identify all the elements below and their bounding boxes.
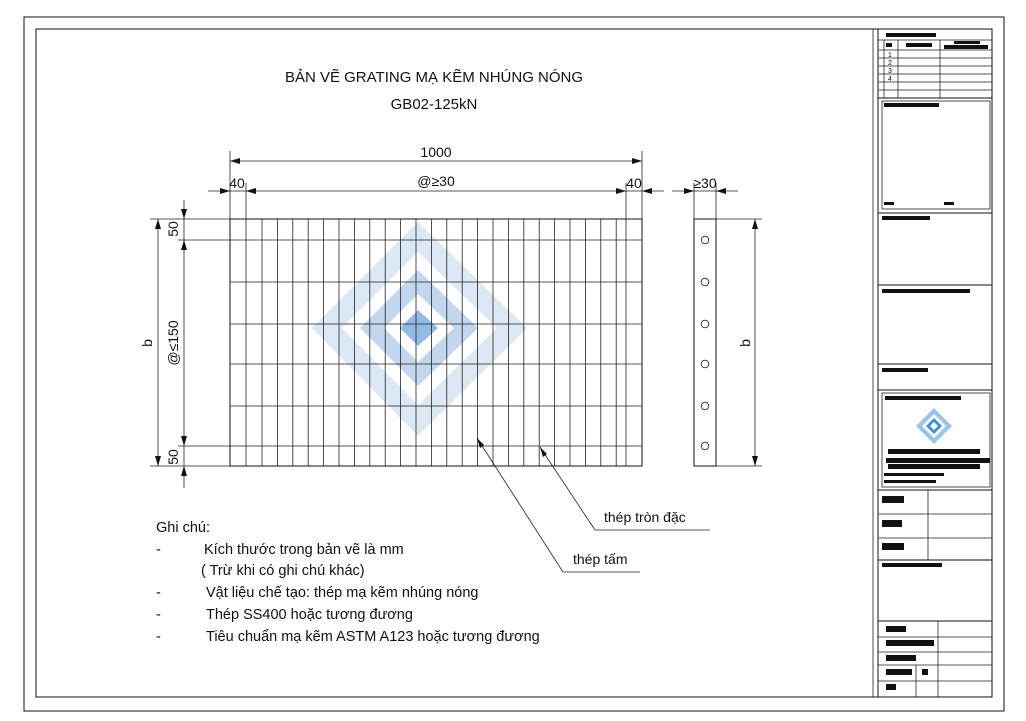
company-logo-icon — [916, 408, 952, 444]
note-item: ( Trừ khi có ghi chú khác) — [201, 563, 365, 579]
cross-bar-hole — [701, 278, 709, 286]
note-item: Tiêu chuẩn mạ kẽm ASTM A123 hoặc tương đương — [206, 629, 540, 645]
cross-bar-hole — [701, 320, 709, 328]
note-item: Vật liệu chế tạo: thép mạ kẽm nhúng nóng — [206, 585, 479, 601]
flat-bar-label: thép tấm — [573, 551, 628, 567]
round-bar-label: thép tròn đặc — [604, 509, 686, 525]
note-dash: - — [156, 585, 161, 601]
watermark-logo-icon — [312, 222, 527, 436]
note-dash: - — [156, 542, 161, 558]
side-height-label: b — [737, 339, 753, 347]
drawing-subtitle: GB02-125kN — [390, 96, 478, 113]
bar-pitch-label: @≥30 — [417, 173, 455, 189]
front-height-label: b — [139, 339, 155, 347]
side-holes — [701, 236, 709, 450]
left-edge-label: 40 — [229, 175, 245, 191]
revision-number: 2 — [888, 60, 892, 67]
revision-number: 1 — [888, 52, 892, 59]
note-item: Thép SS400 hoặc tương đương — [206, 607, 413, 623]
note-dash: - — [156, 629, 161, 645]
bottom-margin-label: 50 — [165, 449, 181, 465]
cross-bar-hole — [701, 360, 709, 368]
left-dimensions — [139, 200, 230, 488]
top-margin-label: 50 — [165, 221, 181, 237]
notes-heading: Ghi chú: — [156, 520, 210, 536]
grating-side-view — [672, 175, 762, 466]
leaders — [477, 438, 710, 572]
drawing-title: BẢN VẼ GRATING MẠ KẼM NHÚNG NÓNG — [284, 69, 584, 86]
note-dash: - — [156, 607, 161, 623]
cross-bar-hole — [701, 236, 709, 244]
right-edge-label: 40 — [626, 175, 642, 191]
title-block-frame — [878, 29, 992, 697]
revision-number: 3 — [888, 68, 892, 75]
top-dimensions — [208, 144, 664, 219]
revision-number: 4 — [888, 76, 892, 83]
note-item: Kích thước trong bản vẽ là mm — [204, 542, 404, 558]
side-view-outline — [694, 219, 716, 466]
side-width-label: ≥30 — [693, 175, 717, 191]
total-width-label: 1000 — [420, 144, 452, 160]
cross-bar-hole — [701, 442, 709, 450]
notes — [156, 520, 540, 645]
cross-bar-hole — [701, 402, 709, 410]
title-block — [873, 29, 992, 697]
cross-pitch-label: @≤150 — [165, 320, 181, 366]
